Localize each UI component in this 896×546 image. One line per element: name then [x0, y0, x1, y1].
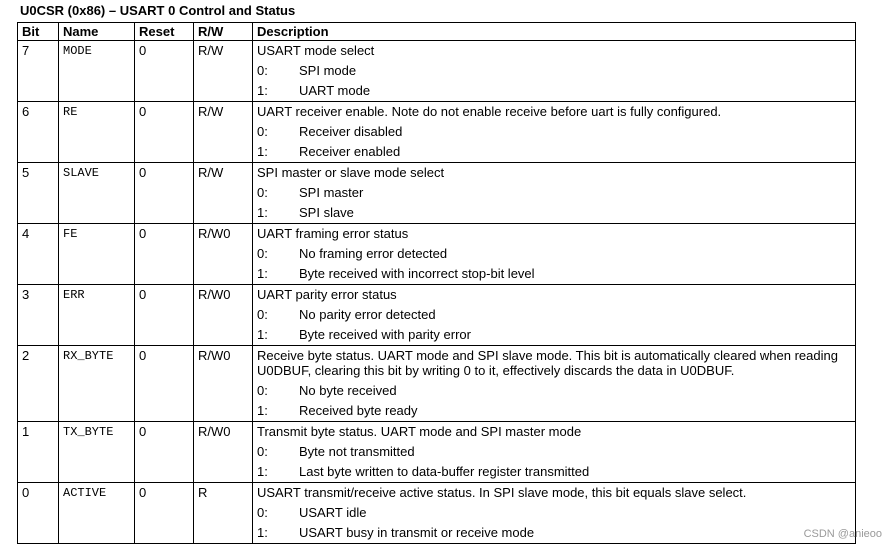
- option-line: [257, 503, 851, 523]
- option-value: 1:: [257, 464, 268, 479]
- table-row: [18, 483, 856, 544]
- option-value: 1:: [257, 83, 268, 98]
- rw-cell: R: [194, 483, 253, 544]
- description-text: Receive byte status. UART mode and SPI slave mode. This bit is automatically cleared when reading U0DBUF, clearing this bit by writing 0 to it, effectively discards the data in U0DBUF.: [257, 348, 838, 378]
- description-cell: [253, 422, 856, 483]
- option-value: 0:: [257, 383, 268, 398]
- reset-cell: 0: [135, 41, 194, 102]
- description-cell: [253, 102, 856, 163]
- rw-cell: R/W0: [194, 224, 253, 285]
- table-row: [18, 163, 856, 224]
- option-line: [257, 523, 851, 543]
- option-meaning: No byte received: [299, 383, 397, 398]
- rw-cell: R/W: [194, 41, 253, 102]
- option-value: 0:: [257, 63, 268, 78]
- header-row: [18, 23, 856, 41]
- reset-cell: 0: [135, 224, 194, 285]
- name-cell: RE: [59, 102, 135, 163]
- table-title: U0CSR (0x86) – USART 0 Control and Status: [20, 3, 296, 18]
- bit-cell: 0: [18, 483, 59, 544]
- option-line: [257, 401, 851, 421]
- option-meaning: UART mode: [299, 83, 371, 98]
- bit-cell: 2: [18, 346, 59, 422]
- table-row: [18, 346, 856, 422]
- option-line: [257, 122, 851, 142]
- option-line: [257, 142, 851, 162]
- table-row: [18, 224, 856, 285]
- reset-cell: 0: [135, 163, 194, 224]
- description-cell: [253, 346, 856, 422]
- bit-cell: 3: [18, 285, 59, 346]
- description-cell: [253, 224, 856, 285]
- option-line: [257, 61, 851, 81]
- option-meaning: Byte not transmitted: [299, 444, 415, 459]
- rw-cell: R/W0: [194, 285, 253, 346]
- bit-cell: 5: [18, 163, 59, 224]
- option-value: 0:: [257, 307, 268, 322]
- option-line: [257, 381, 851, 401]
- option-value: 0:: [257, 505, 268, 520]
- rw-cell: R/W0: [194, 422, 253, 483]
- header-description: Description: [253, 23, 856, 41]
- rw-cell: R/W: [194, 163, 253, 224]
- description-text: UART parity error status: [257, 287, 397, 302]
- header-bit: Bit: [18, 23, 59, 41]
- header-rw: R/W: [194, 23, 253, 41]
- option-value: 0:: [257, 185, 268, 200]
- option-meaning: Received byte ready: [299, 403, 418, 418]
- description-text: USART transmit/receive active status. In SPI slave mode, this bit equals slave select.: [257, 485, 747, 500]
- header-reset: Reset: [135, 23, 194, 41]
- bit-cell: 1: [18, 422, 59, 483]
- description-cell: [253, 163, 856, 224]
- reset-cell: 0: [135, 346, 194, 422]
- option-value: 0:: [257, 444, 268, 459]
- option-line: [257, 325, 851, 345]
- option-line: [257, 462, 851, 482]
- rw-cell: R/W0: [194, 346, 253, 422]
- option-meaning: No parity error detected: [299, 307, 436, 322]
- option-line: [257, 203, 851, 223]
- table-row: [18, 422, 856, 483]
- bit-cell: 7: [18, 41, 59, 102]
- option-value: 1:: [257, 525, 268, 540]
- name-cell: ACTIVE: [59, 483, 135, 544]
- name-cell: RX_BYTE: [59, 346, 135, 422]
- table-row: [18, 102, 856, 163]
- option-line: [257, 442, 851, 462]
- option-meaning: Receiver disabled: [299, 124, 403, 139]
- option-value: 1:: [257, 327, 268, 342]
- name-cell: SLAVE: [59, 163, 135, 224]
- option-value: 1:: [257, 205, 268, 220]
- reset-cell: 0: [135, 422, 194, 483]
- rw-cell: R/W: [194, 102, 253, 163]
- reset-cell: 0: [135, 483, 194, 544]
- name-cell: ERR: [59, 285, 135, 346]
- name-cell: MODE: [59, 41, 135, 102]
- table-row: [18, 41, 856, 102]
- description-text: UART framing error status: [257, 226, 409, 241]
- option-line: [257, 81, 851, 101]
- option-value: 1:: [257, 266, 268, 281]
- name-cell: FE: [59, 224, 135, 285]
- bit-cell: 4: [18, 224, 59, 285]
- description-text: USART mode select: [257, 43, 375, 58]
- option-value: 1:: [257, 403, 268, 418]
- description-text: UART receiver enable. Note do not enable receive before uart is fully configured.: [257, 104, 722, 119]
- name-cell: TX_BYTE: [59, 422, 135, 483]
- option-meaning: Last byte written to data-buffer register transmitted: [299, 464, 590, 479]
- option-meaning: Byte received with parity error: [299, 327, 471, 342]
- option-meaning: USART busy in transmit or receive mode: [299, 525, 535, 540]
- option-meaning: No framing error detected: [299, 246, 448, 261]
- option-value: 0:: [257, 246, 268, 261]
- option-line: [257, 183, 851, 203]
- option-line: [257, 244, 851, 264]
- option-meaning: SPI master: [299, 185, 364, 200]
- header-name: Name: [59, 23, 135, 41]
- option-meaning: USART idle: [299, 505, 367, 520]
- option-line: [257, 264, 851, 284]
- bit-cell: 6: [18, 102, 59, 163]
- option-meaning: Byte received with incorrect stop-bit level: [299, 266, 535, 281]
- watermark: CSDN @anieoo: [803, 528, 882, 540]
- option-meaning: SPI slave: [299, 205, 354, 220]
- description-text: Transmit byte status. UART mode and SPI master mode: [257, 424, 582, 439]
- option-value: 0:: [257, 124, 268, 139]
- reset-cell: 0: [135, 285, 194, 346]
- description-cell: [253, 483, 856, 544]
- register-table: [17, 22, 856, 544]
- description-cell: [253, 285, 856, 346]
- option-line: [257, 305, 851, 325]
- reset-cell: 0: [135, 102, 194, 163]
- option-value: 1:: [257, 144, 268, 159]
- description-cell: [253, 41, 856, 102]
- table-row: [18, 285, 856, 346]
- description-text: SPI master or slave mode select: [257, 165, 445, 180]
- option-meaning: Receiver enabled: [299, 144, 401, 159]
- option-meaning: SPI mode: [299, 63, 357, 78]
